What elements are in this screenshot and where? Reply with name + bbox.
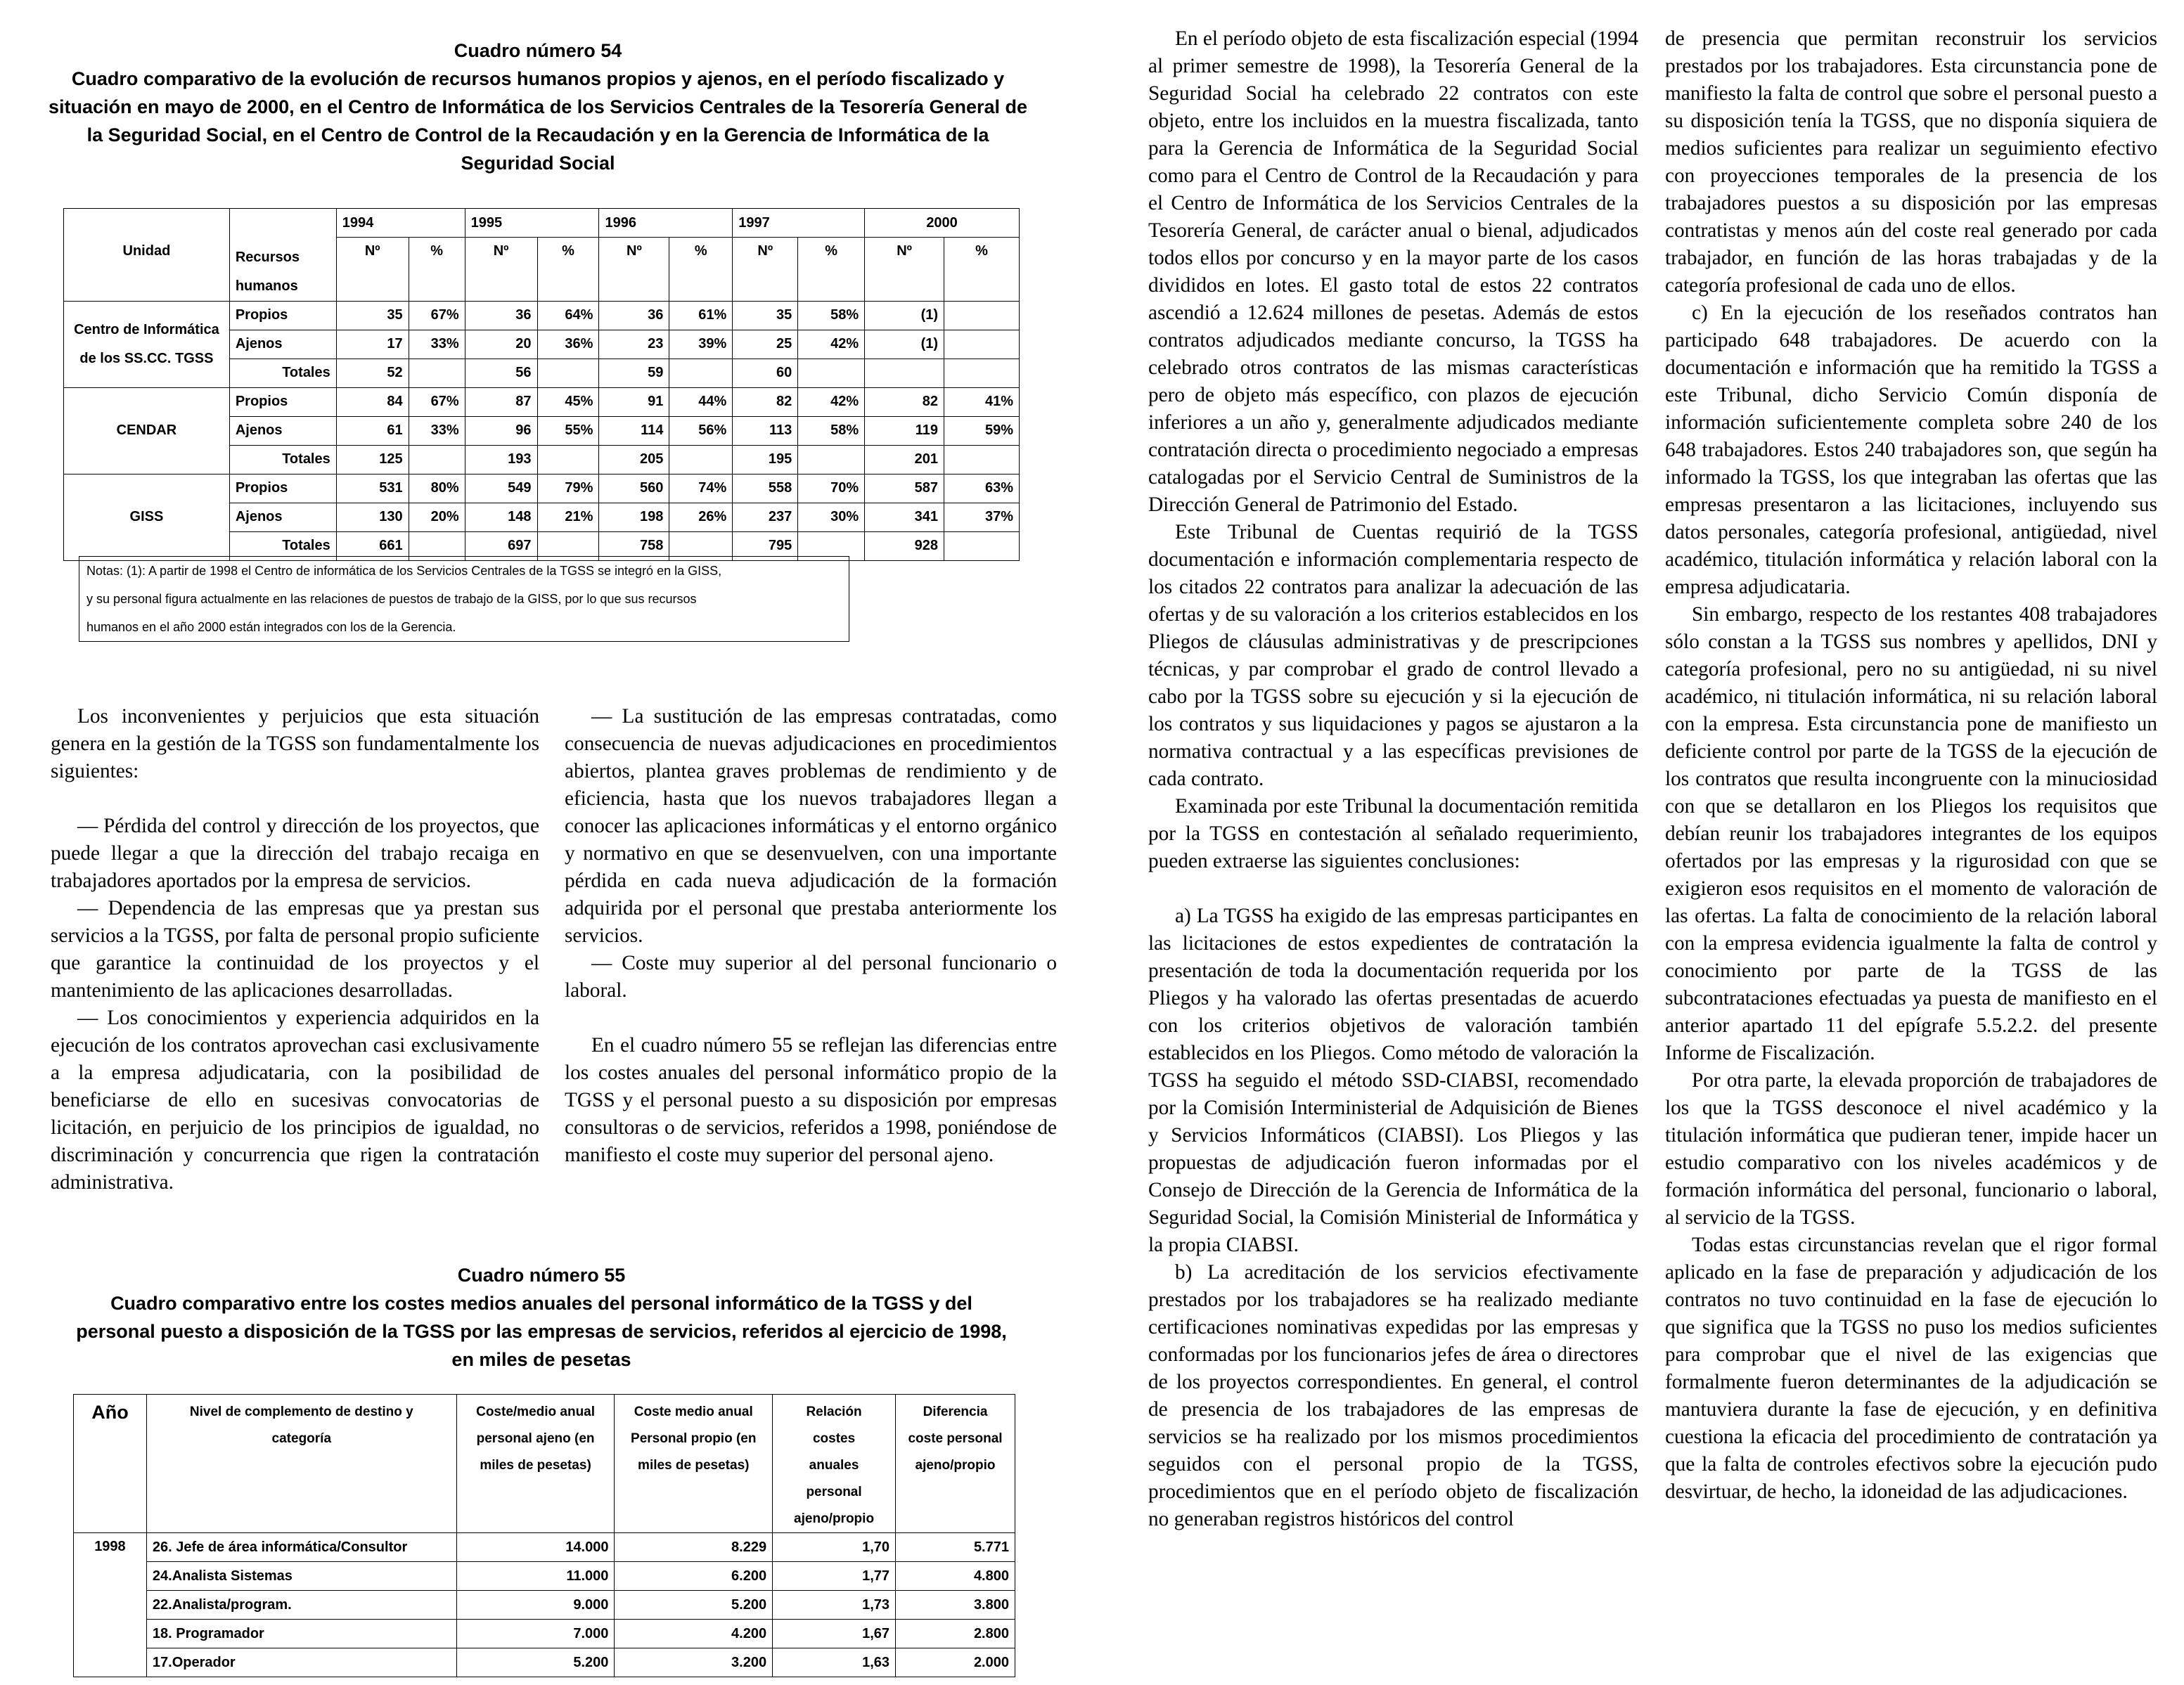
cell: 587: [865, 474, 944, 503]
col-ano: Año: [74, 1395, 147, 1533]
cell: [944, 330, 1020, 359]
cell: 697: [465, 531, 537, 560]
cell: 42%: [798, 330, 865, 359]
cell: 58%: [798, 416, 865, 445]
cuadro-55-heading: [70, 1261, 1013, 1374]
cell: [537, 359, 599, 387]
cell: [409, 359, 465, 387]
cell: 661: [336, 531, 409, 560]
cell: 23: [599, 330, 669, 359]
row-label-totales: Totales: [229, 531, 336, 560]
col-recursos: Recursos humanos: [229, 238, 336, 302]
year-1997: 1997: [733, 209, 865, 238]
paragraph: Los inconvenientes y perjuicios que esta situación genera en la gestión de la TGSS son fundamentalmente los siguientes:: [51, 705, 539, 782]
cuadro-54-notes: [79, 556, 849, 642]
cell: 237: [733, 503, 798, 531]
row-label-propios: Propios: [229, 387, 336, 416]
cell: 758: [599, 531, 669, 560]
cell: [865, 359, 944, 387]
cell: 42%: [798, 387, 865, 416]
paragraph: — Pérdida del control y dirección de los proyectos, que puede llegar a que la dirección del trabajo recaiga en trabajadores aportados por la empresa de servicios.: [51, 815, 539, 892]
cell: 67%: [409, 301, 465, 330]
cell: 1,77: [773, 1562, 896, 1591]
cell: 5.200: [615, 1591, 773, 1620]
cell: 20: [465, 330, 537, 359]
cell: [409, 445, 465, 474]
col-relacion: Relación costes anuales personal ajeno/propio: [773, 1395, 896, 1533]
paragraph: En el período objeto de esta fiscalización especial (1994 al primer semestre de 1998), la Tesorería General de la Seguridad Social ha celebrado 22 contratos con este objeto, entre los incluidos en la muestra fiscalizada, tanto para la Gerencia de Informática de la Seguridad Social como para el Centro de Control de la Recaudación y para el Centro de Informática de los Servicios Centrales de la Tesorería General, de carácter anual o bienal, adjudicados todos ellos por concurso y en la mayor parte de los casos divididos en lotes. El gasto total de estos 22 contratos ascendió a 12.624 millones de pesetas. Además de estos contratos adjudicados mediante concurso, la TGSS ha celebrado otros contratos de las mismas características pero de objeto más específico, con plazos de ejecución inferiores a un año y, generalmente adjudicados mediante contratación directa o procedimiento negociado a empresas catalogadas por el Servicio Central de Suministros de la Dirección General de Patrimonio del Estado.: [1148, 27, 1638, 516]
paragraph: Este Tribunal de Cuentas requirió de la TGSS documentación e información complementaria respecto de los citados 22 contratos para analizar la adecuación de las ofertas y de su valoración a los criterios establecidos en los Pliegos de cláusulas administrativas y de prescripciones técnicas, y par comprobar el grado de control llevado a cabo por la TGSS sobre su ejecución y si la ejecución de los contratos y sus liquidaciones y pagos se ajustaron a la normativa contractual y a las específicas previsiones de cada contrato.: [1148, 521, 1638, 790]
paragraph: Sin embargo, respecto de los restantes 408 trabajadores sólo constan a la TGSS sus nombres y apellidos, DNI y categoría profesional, pero no su antigüedad, ni su nivel académico, ni titulación informática, ni su relación laboral con la empresa. Esta circunstancia pone de manifiesto un deficiente control por parte de la TGSS de la ejecución de los contratos que resulta incongruente con la minuciosidad con que se detallaron en los Pliegos los requisitos que debían reunir los trabajadores integrantes de los equipos ofertados por las empresas y la rigurosidad con que se exigieron esos requisitos en el momento de valoración de las ofertas. La falta de conocimiento de la relación laboral con la empresa evidencia igualmente la falta de control y conocimiento por parte de la TGSS de las subcontrataciones efectuadas ya puesta de manifiesto en el anterior apartado 11 del epígrafe 5.5.2.2. del presente Informe de Fiscalización.: [1665, 603, 2157, 1064]
cell: [669, 359, 733, 387]
cell: 20%: [409, 503, 465, 531]
col-n: Nº: [865, 238, 944, 302]
cell: 119: [865, 416, 944, 445]
cell: 61%: [669, 301, 733, 330]
cell: 25: [733, 330, 798, 359]
right-column-2: [1665, 25, 2157, 1506]
col-n: Nº: [599, 238, 669, 302]
cell: 5.771: [896, 1533, 1015, 1562]
cell: 39%: [669, 330, 733, 359]
paragraph: — Dependencia de las empresas que ya prestan sus servicios a la TGSS, por falta de personal propio suficiente que garantice la continuidad de los proyectos y el mantenimiento de las aplicaciones desarrolladas.: [51, 897, 539, 1002]
cuadro-55-label: Cuadro número 55: [457, 1265, 626, 1286]
table-row: [64, 474, 1020, 503]
cell-categoria: 24.Analista Sistemas: [146, 1562, 456, 1591]
table-row: [74, 1533, 1015, 1562]
paragraph: — La sustitución de las empresas contratadas, como consecuencia de nuevas adjudicaciones en procedimientos abiertos, plantea graves problemas de rendimiento y de eficiencia, hasta que los nuevos trabajadores llegan a conocer las aplicaciones informáticas y el entorno orgánico y normativo en que se desenvuelven, con una importante pérdida en cada nueva adjudicación de la formación adquirida por el personal que prestaba anteriormente los servicios.: [565, 705, 1057, 947]
cell-categoria: 26. Jefe de área informática/Consultor: [146, 1533, 456, 1562]
note-line: Notas: (1): A partir de 1998 el Centro de informática de los Servicios Centrales de la TGSS se integró en la GISS,: [86, 564, 722, 578]
cell: 58%: [798, 301, 865, 330]
cell: 74%: [669, 474, 733, 503]
cell: 549: [465, 474, 537, 503]
cell: (1): [865, 301, 944, 330]
paragraph: b) La acreditación de los servicios efectivamente prestados por los trabajadores se ha realizado mediante certificaciones nominativas expedidas por las empresas y conformadas por los funcionarios jefes de área o directores de los proyectos correspondientes. En general, el control de presencia de los trabajadores de las empresas de servicios se ha realizado por los mismos procedimientos seguidos con el personal propio de la TGSS, procedimientos que en el período objeto de fiscalización no generaban registros históricos del control: [1148, 1261, 1638, 1530]
cell: 79%: [537, 474, 599, 503]
unit-centro: Centro de Informática de los SS.CC. TGSS: [64, 301, 230, 387]
unit-giss: GISS: [64, 474, 230, 560]
cell: 17: [336, 330, 409, 359]
cell: 41%: [944, 387, 1020, 416]
cell: 113: [733, 416, 798, 445]
cell: 64%: [537, 301, 599, 330]
year-1994: 1994: [336, 209, 465, 238]
cell: 91: [599, 387, 669, 416]
cell: 7.000: [456, 1620, 615, 1648]
cell: 4.200: [615, 1620, 773, 1648]
cell: 70%: [798, 474, 865, 503]
cell: 14.000: [456, 1533, 615, 1562]
left-column-1: [51, 703, 539, 1196]
col-coste-ajeno: Coste/medio anual personal ajeno (en miles de pesetas): [456, 1395, 615, 1533]
year-cell: 1998: [74, 1533, 147, 1677]
cell: 130: [336, 503, 409, 531]
table-row: [64, 301, 1020, 330]
cell: 55%: [537, 416, 599, 445]
cell: [798, 445, 865, 474]
cuadro-54-heading: [42, 37, 1034, 177]
cell: 33%: [409, 330, 465, 359]
cell: 3.200: [615, 1648, 773, 1677]
cell: 36%: [537, 330, 599, 359]
paragraph: a) La TGSS ha exigido de las empresas participantes en las licitaciones de estos expedientes de contratación la presentación de toda la documentación requerida por los Pliegos y ha valorado las ofertas presentadas de acuerdo con los criterios objetivos de valoración también establecidos en los Pliegos. Como método de valoración la TGSS ha seguido el método SSD-CIABSI, recomendado por la Comisión Interministerial de Adquisición de Bienes y Servicios Informáticos (CIABSI). Los Pliegos y las propuestas de adjudicación fueron informadas por el Consejo de Dirección de la Gerencia de Informática de la Seguridad Social, la Comisión Ministerial de Informática y la propia CIABSI.: [1148, 905, 1638, 1256]
col-unidad: Unidad: [64, 238, 230, 302]
cell: 1,73: [773, 1591, 896, 1620]
table-row: [74, 1591, 1015, 1620]
cell-categoria: 22.Analista/program.: [146, 1591, 456, 1620]
row-label-propios: Propios: [229, 474, 336, 503]
cell: 205: [599, 445, 669, 474]
note-line: y su personal figura actualmente en las relaciones de puestos de trabajo de la GISS, por lo que sus recursos: [86, 592, 697, 606]
cell: [669, 445, 733, 474]
cell: 195: [733, 445, 798, 474]
cell: 928: [865, 531, 944, 560]
cuadro-54-title: Cuadro comparativo de la evolución de recursos humanos propios y ajenos, en el período fiscalizado y situación en mayo de 2000, en el Centro de Informática de los Servicios Centrales de la Tesorería General de la Seguridad Social, en el Centro de Control de la Recaudación y en la Gerencia de Informática de la Seguridad Social: [48, 68, 1028, 174]
col-nivel: Nivel de complemento de destino y categoría: [146, 1395, 456, 1533]
cell: 56%: [669, 416, 733, 445]
cell-categoria: 18. Programador: [146, 1620, 456, 1648]
table-row: [74, 1620, 1015, 1648]
row-label-ajenos: Ajenos: [229, 330, 336, 359]
cell: 56: [465, 359, 537, 387]
cell: 558: [733, 474, 798, 503]
cell: 36: [599, 301, 669, 330]
col-diferencia: Diferencia coste personal ajeno/propio: [896, 1395, 1015, 1533]
year-1996: 1996: [599, 209, 733, 238]
cell: [798, 359, 865, 387]
cell: 341: [865, 503, 944, 531]
col-n: Nº: [465, 238, 537, 302]
col-pct: %: [409, 238, 465, 302]
paragraph: Todas estas circunstancias revelan que el rigor formal aplicado en la fase de preparación y adjudicación de los contratos no tuvo continuidad en la fase de ejecución lo que significa que la TGSS no puso los medios suficientes para comprobar que el nivel de las exigencias que formalmente fueron determinantes de la adjudicación se mantuviera durante la fase de ejecución, y en definitiva cuestiona la eficacia del procedimiento de contratación ya que la falta de controles efectivos sobre la ejecución pudo desvirtuar, de hecho, la idoneidad de las adjudicaciones.: [1665, 1234, 2157, 1503]
cuadro-55-table: [73, 1394, 1015, 1677]
cell: 26%: [669, 503, 733, 531]
cell: 114: [599, 416, 669, 445]
cell: 9.000: [456, 1591, 615, 1620]
cell: 60: [733, 359, 798, 387]
row-label-totales: Totales: [229, 445, 336, 474]
cell: 2.800: [896, 1620, 1015, 1648]
cell: 33%: [409, 416, 465, 445]
cell: 61: [336, 416, 409, 445]
cell: 3.800: [896, 1591, 1015, 1620]
cell: 82: [733, 387, 798, 416]
cell: 125: [336, 445, 409, 474]
row-label-ajenos: Ajenos: [229, 416, 336, 445]
cell: 45%: [537, 387, 599, 416]
cell: 21%: [537, 503, 599, 531]
col-pct: %: [798, 238, 865, 302]
col-coste-propio: Coste medio anual Personal propio (en miles de pesetas): [615, 1395, 773, 1533]
col-pct: %: [537, 238, 599, 302]
cell: [944, 531, 1020, 560]
cell: 35: [733, 301, 798, 330]
cell: [537, 445, 599, 474]
cell: [944, 445, 1020, 474]
cell: 2.000: [896, 1648, 1015, 1677]
paragraph: c) En la ejecución de los reseñados contratos han participado 648 trabajadores. De acuerdo con la documentación e información que ha remitido la TGSS a este Tribunal, dicho Servicio Común disponía de información suficientemente completa sobre 240 de los 648 trabajadores. Estos 240 trabajadores son, que según ha informado la TGSS, los que integraban las ofertas que las empresas presentaron a las licitaciones, incluyendo sus datos personales, categoría profesional, antigüedad, nivel académico, titulación informática y relación laboral con la empresa adjudicataria.: [1665, 302, 2157, 598]
cell: 59%: [944, 416, 1020, 445]
table-row: [64, 387, 1020, 416]
paragraph: Examinada por este Tribunal la documentación remitida por la TGSS en contestación al señalado requerimiento, pueden extraerse las siguientes conclusiones:: [1148, 795, 1638, 872]
cell: 198: [599, 503, 669, 531]
cell: 560: [599, 474, 669, 503]
cell: 1,70: [773, 1533, 896, 1562]
cell: 193: [465, 445, 537, 474]
cuadro-55-title: Cuadro comparativo entre los costes medios anuales del personal informático de la TGSS y del personal puesto a disposición de la TGSS por las empresas de servicios, referidos al ejercicio de 1998, en miles de pesetas: [76, 1293, 1007, 1370]
cell: 36: [465, 301, 537, 330]
cell: 87: [465, 387, 537, 416]
cell: 59: [599, 359, 669, 387]
cell: 148: [465, 503, 537, 531]
table-row: [74, 1562, 1015, 1591]
year-2000: 2000: [865, 209, 1020, 238]
cell: 1,67: [773, 1620, 896, 1648]
cell: 67%: [409, 387, 465, 416]
cell: 80%: [409, 474, 465, 503]
cell: 5.200: [456, 1648, 615, 1677]
year-1995: 1995: [465, 209, 599, 238]
left-column-2: [565, 703, 1057, 1169]
table-row: [74, 1648, 1015, 1677]
header-row: [74, 1395, 1015, 1533]
cell: 96: [465, 416, 537, 445]
cell: 4.800: [896, 1562, 1015, 1591]
cell: [944, 359, 1020, 387]
row-label-totales: Totales: [229, 359, 336, 387]
cell: 30%: [798, 503, 865, 531]
cell: 1,63: [773, 1648, 896, 1677]
row-label-propios: Propios: [229, 301, 336, 330]
unit-cendar: CENDAR: [64, 387, 230, 474]
cell: 63%: [944, 474, 1020, 503]
right-column-1: [1148, 25, 1638, 1533]
cell: 201: [865, 445, 944, 474]
paragraph: — Los conocimientos y experiencia adquiridos en la ejecución de los contratos aprovechan casi exclusivamente a la empresa adjudicataria, con la posibilidad de beneficiarse de ello en sucesivas convocatorias de licitación, en perjuicio de los principios de igualdad, no discriminación y concurrencia que rigen la contratación administrativa.: [51, 1007, 539, 1194]
cell: [944, 301, 1020, 330]
cell: 35: [336, 301, 409, 330]
cell: 11.000: [456, 1562, 615, 1591]
col-n: Nº: [733, 238, 798, 302]
paragraph: Por otra parte, la elevada proporción de trabajadores de los que la TGSS desconoce el nivel académico y la titulación informática que pudieran tener, impide hacer un estudio comparativo con los niveles académicos y de formación informática del personal, funcionario o laboral, al servicio de la TGSS.: [1665, 1069, 2157, 1229]
paragraph: de presencia que permitan reconstruir los servicios prestados por los trabajadores. Esta circunstancia pone de manifiesto la falta de control que sobre el personal puesto a su disposición tenía la TGSS, que no disponía siquiera de medios suficientes para realizar un seguimiento efectivo con proyecciones temporales de la presencia de los trabajadores puestos a su disposición por las empresas contratistas y menos aún del coste real generado por cada trabajador, en función de las horas trabajadas y de la categoría profesional de cada uno de ellos.: [1665, 27, 2157, 297]
cell: 531: [336, 474, 409, 503]
col-n: Nº: [336, 238, 409, 302]
row-label-ajenos: Ajenos: [229, 503, 336, 531]
paragraph: — Coste muy superior al del personal funcionario o laboral.: [565, 952, 1057, 1002]
cell: 37%: [944, 503, 1020, 531]
cell: 52: [336, 359, 409, 387]
cell: 84: [336, 387, 409, 416]
cuadro-54-table: [63, 208, 1020, 561]
cell: 44%: [669, 387, 733, 416]
cell-categoria: 17.Operador: [146, 1648, 456, 1677]
cell: 6.200: [615, 1562, 773, 1591]
paragraph: En el cuadro número 55 se reflejan las diferencias entre los costes anuales del personal informático propio de la TGSS y el personal puesto a su disposición por empresas consultoras o de servicios, referidos a 1998, poniéndose de manifiesto el coste muy superior del personal ajeno.: [565, 1034, 1057, 1166]
header-row-years: [64, 209, 1020, 238]
cell: (1): [865, 330, 944, 359]
note-line: humanos en el año 2000 están integrados con los de la Gerencia.: [86, 620, 456, 634]
col-pct: %: [669, 238, 733, 302]
col-pct: %: [944, 238, 1020, 302]
cuadro-54-label: Cuadro número 54: [454, 40, 622, 61]
cell: 8.229: [615, 1533, 773, 1562]
cell: 795: [733, 531, 798, 560]
cell: 82: [865, 387, 944, 416]
